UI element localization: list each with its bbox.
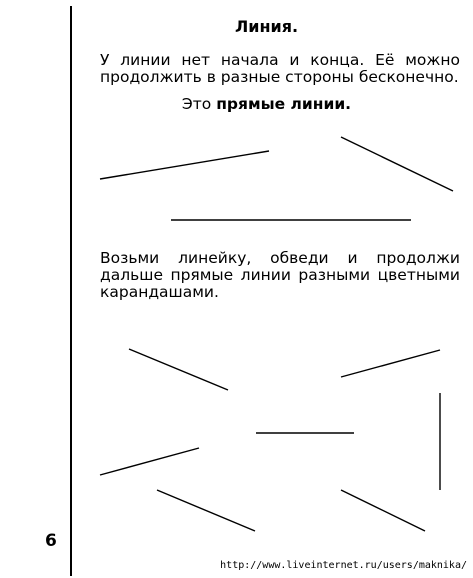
- practice-line-7[interactable]: [341, 490, 425, 531]
- task-line-1: Возьми линейку, обведи и продолжи: [100, 249, 460, 267]
- practice-line-6[interactable]: [157, 490, 255, 531]
- intro-line-1: У линии нет начала и конца. Её можно: [100, 51, 460, 69]
- practice-line-5[interactable]: [100, 448, 199, 475]
- example-line-1: [100, 151, 269, 179]
- emphasis-prefix: Это: [181, 95, 212, 113]
- example-line-2: [341, 137, 453, 191]
- task-line-2: дальше прямые линии разными цветными: [100, 266, 460, 284]
- emphasis-bold: прямые линии.: [216, 95, 352, 113]
- task-line-3: карандашами.: [100, 283, 219, 301]
- practice-line-1[interactable]: [129, 349, 228, 390]
- page-number: 6: [45, 531, 57, 551]
- practice-line-2[interactable]: [341, 350, 440, 377]
- intro-line-2: продолжить в разные стороны бесконечно.: [100, 68, 459, 86]
- worksheet-title: Линия.: [234, 17, 299, 36]
- footer-watermark-url: http://www.liveinternet.ru/users/maknika/: [220, 560, 467, 571]
